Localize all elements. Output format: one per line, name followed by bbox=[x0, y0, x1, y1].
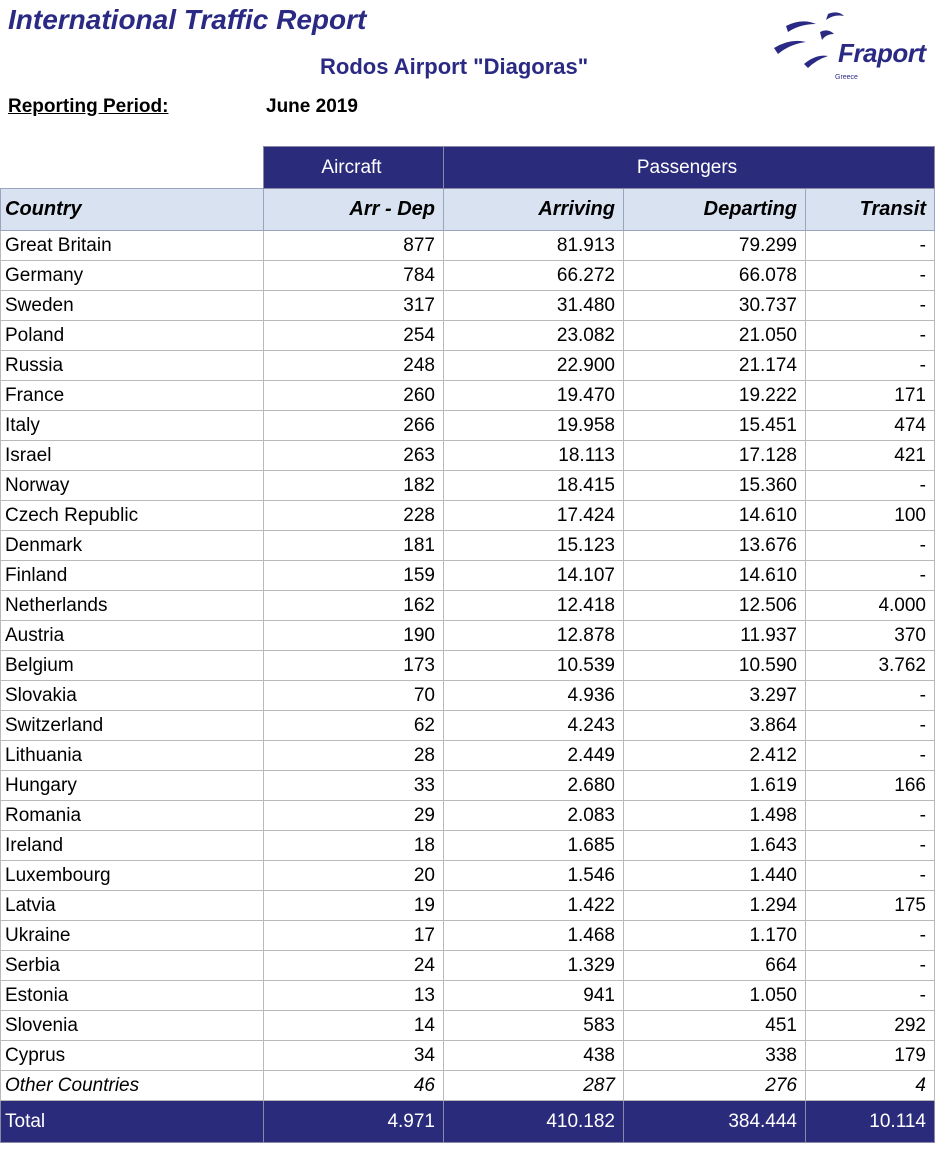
table-row bbox=[1, 561, 935, 591]
arr-dep-cell: 20 bbox=[264, 861, 444, 891]
transit-cell: 179 bbox=[806, 1041, 935, 1071]
transit-cell: 370 bbox=[806, 621, 935, 651]
departing-cell: 1.294 bbox=[624, 891, 806, 921]
departing-cell: 19.222 bbox=[624, 381, 806, 411]
departing-cell: 1.619 bbox=[624, 771, 806, 801]
table-body bbox=[1, 231, 935, 1101]
transit-cell: 171 bbox=[806, 381, 935, 411]
table-row bbox=[1, 471, 935, 501]
transit-cell: 175 bbox=[806, 891, 935, 921]
arriving-cell: 4.936 bbox=[444, 681, 624, 711]
table-row bbox=[1, 651, 935, 681]
transit-cell: 4 bbox=[806, 1071, 935, 1101]
transit-cell: 292 bbox=[806, 1011, 935, 1041]
departing-cell: 17.128 bbox=[624, 441, 806, 471]
table-row bbox=[1, 681, 935, 711]
arr-dep-cell: 173 bbox=[264, 651, 444, 681]
departing-cell: 66.078 bbox=[624, 261, 806, 291]
total-label: Total bbox=[1, 1101, 264, 1143]
transit-cell: - bbox=[806, 261, 935, 291]
arriving-cell: 66.272 bbox=[444, 261, 624, 291]
arriving-cell: 19.470 bbox=[444, 381, 624, 411]
departing-cell: 14.610 bbox=[624, 561, 806, 591]
fraport-logo-text: Fraport bbox=[838, 38, 926, 68]
transit-cell: - bbox=[806, 681, 935, 711]
reporting-period-label: Reporting Period: bbox=[8, 96, 169, 117]
arr-dep-cell: 260 bbox=[264, 381, 444, 411]
country-cell: Poland bbox=[1, 321, 264, 351]
departing-cell: 1.498 bbox=[624, 801, 806, 831]
arriving-cell: 22.900 bbox=[444, 351, 624, 381]
country-cell: Cyprus bbox=[1, 1041, 264, 1071]
country-cell: Sweden bbox=[1, 291, 264, 321]
country-cell: Ireland bbox=[1, 831, 264, 861]
country-cell: Israel bbox=[1, 441, 264, 471]
country-cell: Serbia bbox=[1, 951, 264, 981]
arr-dep-cell: 181 bbox=[264, 531, 444, 561]
arriving-cell: 18.113 bbox=[444, 441, 624, 471]
country-cell: Belgium bbox=[1, 651, 264, 681]
country-cell: Slovakia bbox=[1, 681, 264, 711]
arriving-cell: 12.418 bbox=[444, 591, 624, 621]
transit-cell: 3.762 bbox=[806, 651, 935, 681]
country-cell: Romania bbox=[1, 801, 264, 831]
table-row bbox=[1, 351, 935, 381]
arr-dep-cell: 28 bbox=[264, 741, 444, 771]
arriving-cell: 438 bbox=[444, 1041, 624, 1071]
arr-dep-cell: 14 bbox=[264, 1011, 444, 1041]
country-cell: Norway bbox=[1, 471, 264, 501]
table-row bbox=[1, 291, 935, 321]
transit-cell: 100 bbox=[806, 501, 935, 531]
arriving-cell: 18.415 bbox=[444, 471, 624, 501]
arriving-cell: 1.546 bbox=[444, 861, 624, 891]
transit-cell: - bbox=[806, 531, 935, 561]
table-row bbox=[1, 321, 935, 351]
transit-cell: - bbox=[806, 981, 935, 1011]
departing-cell: 15.360 bbox=[624, 471, 806, 501]
country-cell: Austria bbox=[1, 621, 264, 651]
arr-dep-cell: 248 bbox=[264, 351, 444, 381]
arriving-cell: 31.480 bbox=[444, 291, 624, 321]
arr-dep-cell: 33 bbox=[264, 771, 444, 801]
arr-dep-cell: 62 bbox=[264, 711, 444, 741]
table-row bbox=[1, 441, 935, 471]
transit-cell: - bbox=[806, 921, 935, 951]
country-cell: Estonia bbox=[1, 981, 264, 1011]
table-row bbox=[1, 591, 935, 621]
transit-cell: - bbox=[806, 711, 935, 741]
arr-dep-cell: 159 bbox=[264, 561, 444, 591]
reporting-period-value: June 2019 bbox=[266, 96, 358, 117]
departing-cell: 12.506 bbox=[624, 591, 806, 621]
transit-cell: - bbox=[806, 471, 935, 501]
arriving-cell: 941 bbox=[444, 981, 624, 1011]
departing-cell: 338 bbox=[624, 1041, 806, 1071]
arr-dep-cell: 18 bbox=[264, 831, 444, 861]
fraport-logo-subtext: Greece bbox=[835, 74, 858, 81]
table-row bbox=[1, 861, 935, 891]
transit-cell: 4.000 bbox=[806, 591, 935, 621]
transit-cell: 421 bbox=[806, 441, 935, 471]
country-cell: Latvia bbox=[1, 891, 264, 921]
arr-dep-cell: 182 bbox=[264, 471, 444, 501]
table-row bbox=[1, 951, 935, 981]
departing-cell: 21.050 bbox=[624, 321, 806, 351]
aircraft-group-header: Aircraft bbox=[264, 147, 444, 189]
fraport-swoosh-icon bbox=[768, 8, 848, 70]
transit-cell: - bbox=[806, 321, 935, 351]
country-cell: Great Britain bbox=[1, 231, 264, 261]
country-cell: Germany bbox=[1, 261, 264, 291]
total-arriving: 410.182 bbox=[444, 1101, 624, 1143]
departing-cell: 276 bbox=[624, 1071, 806, 1101]
transit-cell: 474 bbox=[806, 411, 935, 441]
transit-cell: - bbox=[806, 741, 935, 771]
arr-dep-cell: 190 bbox=[264, 621, 444, 651]
arr-dep-cell: 228 bbox=[264, 501, 444, 531]
report-title: International Traffic Report bbox=[8, 4, 367, 35]
group-header-blank bbox=[1, 147, 264, 189]
airport-subtitle: Rodos Airport "Diagoras" bbox=[320, 54, 589, 79]
total-row bbox=[1, 1101, 935, 1143]
departing-cell: 21.174 bbox=[624, 351, 806, 381]
table-row bbox=[1, 411, 935, 441]
table-row bbox=[1, 981, 935, 1011]
table-row bbox=[1, 1041, 935, 1071]
country-cell: Luxembourg bbox=[1, 861, 264, 891]
traffic-table bbox=[0, 146, 935, 1143]
arriving-cell: 1.685 bbox=[444, 831, 624, 861]
departing-cell: 79.299 bbox=[624, 231, 806, 261]
transit-cell: - bbox=[806, 951, 935, 981]
arriving-cell: 23.082 bbox=[444, 321, 624, 351]
arr-dep-cell: 877 bbox=[264, 231, 444, 261]
table-row bbox=[1, 531, 935, 561]
table-row bbox=[1, 741, 935, 771]
table-row bbox=[1, 1071, 935, 1101]
table-row bbox=[1, 711, 935, 741]
departing-cell: 3.297 bbox=[624, 681, 806, 711]
arriving-cell: 2.083 bbox=[444, 801, 624, 831]
arriving-cell: 10.539 bbox=[444, 651, 624, 681]
table-row bbox=[1, 771, 935, 801]
arr-dep-cell: 254 bbox=[264, 321, 444, 351]
arr-dep-cell: 34 bbox=[264, 1041, 444, 1071]
arr-dep-column-header: Arr - Dep bbox=[264, 189, 444, 231]
country-cell: Italy bbox=[1, 411, 264, 441]
departing-cell: 10.590 bbox=[624, 651, 806, 681]
country-cell: Hungary bbox=[1, 771, 264, 801]
arriving-cell: 1.422 bbox=[444, 891, 624, 921]
arr-dep-cell: 266 bbox=[264, 411, 444, 441]
transit-column-header: Transit bbox=[806, 189, 935, 231]
transit-cell: - bbox=[806, 801, 935, 831]
arriving-cell: 1.468 bbox=[444, 921, 624, 951]
transit-cell: - bbox=[806, 831, 935, 861]
total-transit: 10.114 bbox=[806, 1101, 935, 1143]
transit-cell: - bbox=[806, 561, 935, 591]
table-row bbox=[1, 621, 935, 651]
arr-dep-cell: 263 bbox=[264, 441, 444, 471]
departing-cell: 1.440 bbox=[624, 861, 806, 891]
table-row bbox=[1, 921, 935, 951]
transit-cell: 166 bbox=[806, 771, 935, 801]
country-cell: Russia bbox=[1, 351, 264, 381]
country-cell: Other Countries bbox=[1, 1071, 264, 1101]
arriving-cell: 1.329 bbox=[444, 951, 624, 981]
arriving-cell: 4.243 bbox=[444, 711, 624, 741]
departing-cell: 14.610 bbox=[624, 501, 806, 531]
transit-cell: - bbox=[806, 291, 935, 321]
table-row bbox=[1, 231, 935, 261]
arr-dep-cell: 29 bbox=[264, 801, 444, 831]
departing-cell: 1.170 bbox=[624, 921, 806, 951]
transit-cell: - bbox=[806, 861, 935, 891]
departing-cell: 664 bbox=[624, 951, 806, 981]
country-cell: Netherlands bbox=[1, 591, 264, 621]
table-row bbox=[1, 261, 935, 291]
departing-cell: 15.451 bbox=[624, 411, 806, 441]
departing-cell: 3.864 bbox=[624, 711, 806, 741]
arr-dep-cell: 162 bbox=[264, 591, 444, 621]
arriving-column-header: Arriving bbox=[444, 189, 624, 231]
departing-cell: 30.737 bbox=[624, 291, 806, 321]
arr-dep-cell: 70 bbox=[264, 681, 444, 711]
table-row bbox=[1, 801, 935, 831]
arriving-cell: 15.123 bbox=[444, 531, 624, 561]
country-cell: Czech Republic bbox=[1, 501, 264, 531]
arr-dep-cell: 46 bbox=[264, 1071, 444, 1101]
arr-dep-cell: 784 bbox=[264, 261, 444, 291]
arr-dep-cell: 24 bbox=[264, 951, 444, 981]
arriving-cell: 81.913 bbox=[444, 231, 624, 261]
arriving-cell: 2.449 bbox=[444, 741, 624, 771]
country-cell: Finland bbox=[1, 561, 264, 591]
country-column-header: Country bbox=[1, 189, 264, 231]
departing-cell: 1.050 bbox=[624, 981, 806, 1011]
arriving-cell: 583 bbox=[444, 1011, 624, 1041]
table-row bbox=[1, 891, 935, 921]
arr-dep-cell: 17 bbox=[264, 921, 444, 951]
departing-cell: 13.676 bbox=[624, 531, 806, 561]
departing-cell: 11.937 bbox=[624, 621, 806, 651]
table-row bbox=[1, 381, 935, 411]
table-row bbox=[1, 831, 935, 861]
departing-cell: 451 bbox=[624, 1011, 806, 1041]
arr-dep-cell: 19 bbox=[264, 891, 444, 921]
arr-dep-cell: 13 bbox=[264, 981, 444, 1011]
country-cell: France bbox=[1, 381, 264, 411]
arriving-cell: 19.958 bbox=[444, 411, 624, 441]
fraport-logo bbox=[768, 8, 928, 88]
table-row bbox=[1, 501, 935, 531]
total-arr-dep: 4.971 bbox=[264, 1101, 444, 1143]
arriving-cell: 17.424 bbox=[444, 501, 624, 531]
country-cell: Switzerland bbox=[1, 711, 264, 741]
table-row bbox=[1, 1011, 935, 1041]
country-cell: Lithuania bbox=[1, 741, 264, 771]
arriving-cell: 12.878 bbox=[444, 621, 624, 651]
country-cell: Denmark bbox=[1, 531, 264, 561]
departing-column-header: Departing bbox=[624, 189, 806, 231]
transit-cell: - bbox=[806, 231, 935, 261]
country-cell: Ukraine bbox=[1, 921, 264, 951]
transit-cell: - bbox=[806, 351, 935, 381]
column-header-row bbox=[1, 189, 935, 231]
departing-cell: 2.412 bbox=[624, 741, 806, 771]
passengers-group-header: Passengers bbox=[444, 147, 935, 189]
country-cell: Slovenia bbox=[1, 1011, 264, 1041]
departing-cell: 1.643 bbox=[624, 831, 806, 861]
total-departing: 384.444 bbox=[624, 1101, 806, 1143]
arr-dep-cell: 317 bbox=[264, 291, 444, 321]
arriving-cell: 14.107 bbox=[444, 561, 624, 591]
arriving-cell: 2.680 bbox=[444, 771, 624, 801]
group-header-row bbox=[1, 147, 935, 189]
arriving-cell: 287 bbox=[444, 1071, 624, 1101]
